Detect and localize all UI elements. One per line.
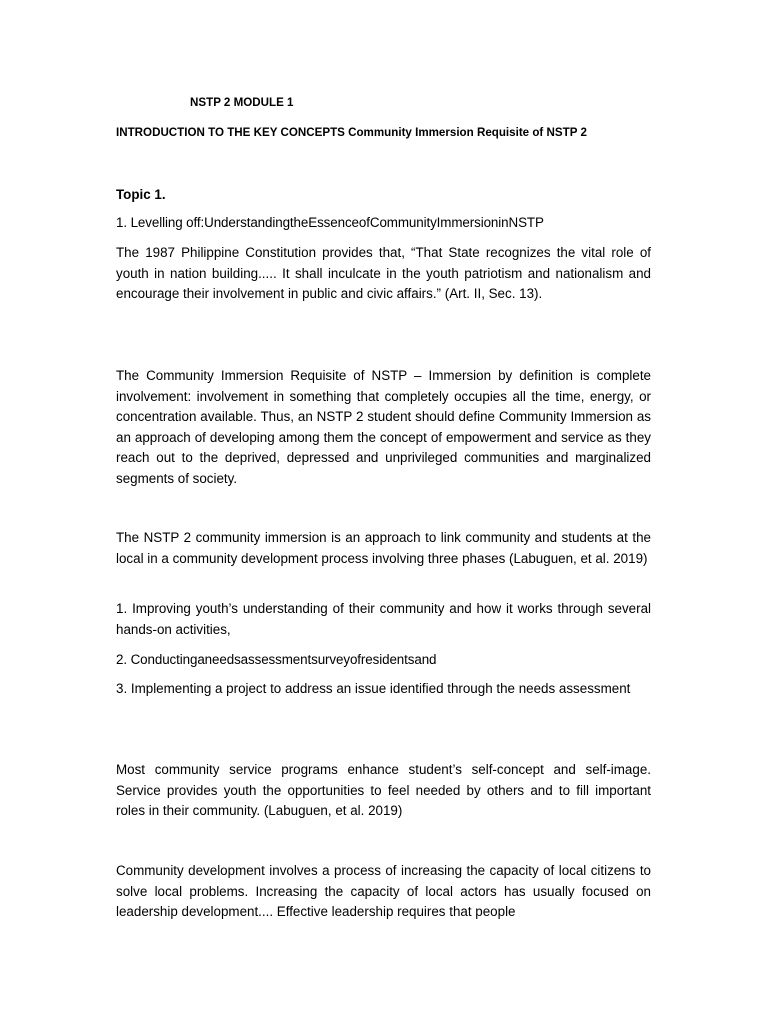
module-title: NSTP 2 MODULE 1 — [190, 96, 294, 109]
phase-item-1: 1. Improving youth’s understanding of their community and how it works through several hands-on activities, — [116, 601, 651, 637]
paragraph-immersion-definition: The Community Immersion Requisite of NSTP – Immersion by definition is complete involvement: involvement in something that completely occupies all the time, energy, or concentration available. Thus, an NSTP 2 student should define Community Immersion as an approach of developing among them the concept of empowerment and service as they reach out to the deprived, depressed and unprivileged communities and marginalized segments of society. — [116, 368, 651, 486]
paragraph-constitution: The 1987 Philippine Constitution provides that, “That State recognizes the vital role of youth in nation building..... It shall inculcate in the youth patriotism and nationalism and encourage their involvement in public and civic affairs.” (Art. II, Sec. 13). — [116, 245, 651, 301]
paragraph-community-development: Community development involves a process of increasing the capacity of local citizens to solve local problems. Increasing the capacity of local actors has usually focused on leadership development.... Effective leadership requires that people — [116, 863, 651, 919]
levelling-heading: 1. Levelling off:UnderstandingtheEssenceofCommunityImmersioninNSTP — [116, 215, 544, 230]
intro-title: INTRODUCTION TO THE KEY CONCEPTS Community Immersion Requisite of NSTP 2 — [116, 126, 587, 139]
paragraph-three-phases: The NSTP 2 community immersion is an approach to link community and students at the local in a community development process involving three phases (Labuguen, et al. 2019) — [116, 530, 651, 566]
paragraph-service-programs: Most community service programs enhance student’s self-concept and self-image. Service provides youth the opportunities to feel needed by others and to fill important roles in their community. (Labuguen, et al. 2019) — [116, 762, 651, 818]
phase-item-2: 2. Conductinganeedsassessmentsurveyofresidentsand — [116, 652, 437, 667]
phase-item-3: 3. Implementing a project to address an issue identified through the needs assessment — [116, 681, 631, 696]
topic-heading: Topic 1. — [116, 187, 166, 202]
